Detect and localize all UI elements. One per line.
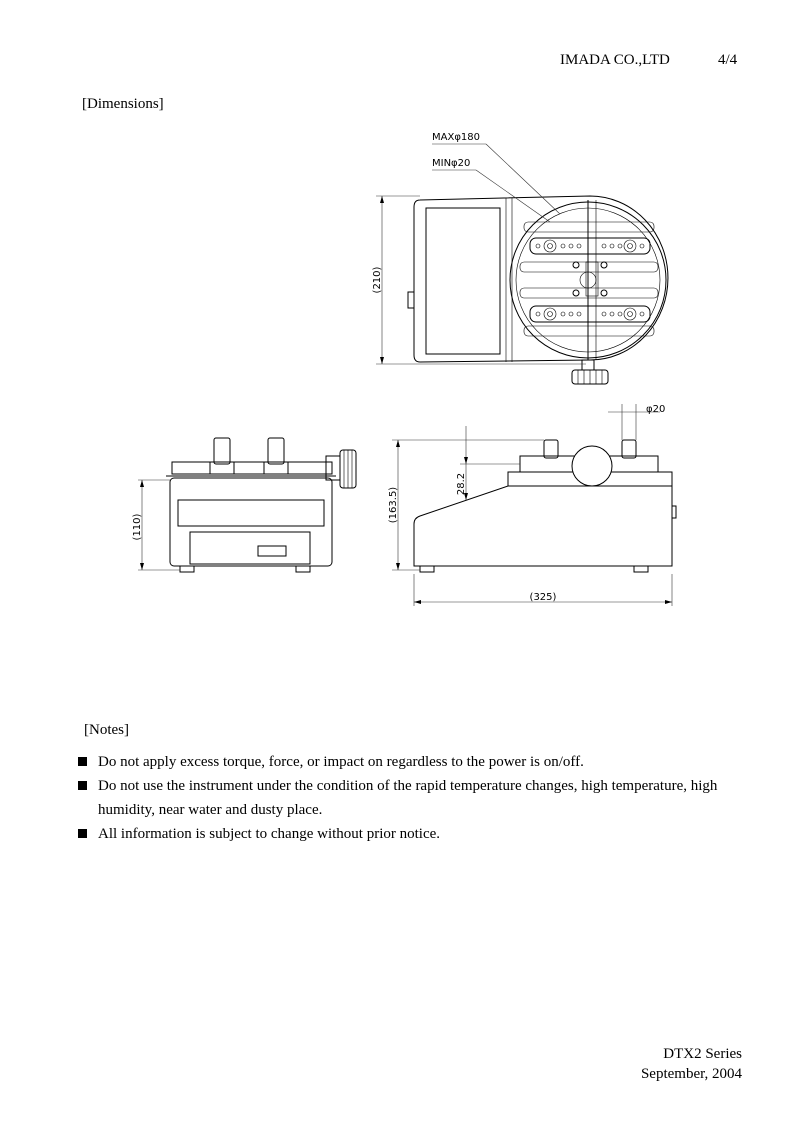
front-height-dimension-label: (110) (132, 513, 143, 541)
note-item (78, 822, 758, 846)
chuck-height-dimension-label: 28.2 (456, 472, 467, 496)
footer-series: DTX2 Series (663, 1046, 742, 1062)
chuck-diameter-label: φ20 (646, 404, 666, 415)
max-diameter-label: MAXφ180 (432, 132, 481, 143)
min-diameter-label: MINφ20 (432, 158, 471, 169)
bullet-icon (78, 774, 98, 822)
top-view (372, 132, 668, 384)
note-item (78, 750, 758, 774)
notes-title: [Notes] (84, 722, 129, 738)
dimensions-title: [Dimensions] (82, 96, 164, 112)
notes-list (78, 750, 758, 846)
footer-date: September, 2004 (640, 1066, 742, 1082)
page-number: 4/4 (718, 52, 738, 68)
side-height-dimension-label: (163.5) (388, 486, 399, 524)
front-view (132, 438, 356, 572)
note-text: All information is subject to change without prior notice. (98, 826, 441, 842)
side-view (388, 404, 676, 606)
bullet-icon (78, 822, 98, 846)
width-dimension-label: (325) (529, 592, 557, 603)
note-text: Do not use the instrument under the condition of the rapid temperature changes, high temperature, high humidity, near water and dusty place. (98, 778, 718, 818)
depth-dimension-label: (210) (372, 266, 383, 294)
company-name: IMADA CO.,LTD (560, 52, 670, 68)
bullet-icon (78, 750, 98, 774)
note-item (78, 774, 758, 822)
note-text: Do not apply excess torque, force, or impact on regardless to the power is on/off. (98, 754, 584, 770)
